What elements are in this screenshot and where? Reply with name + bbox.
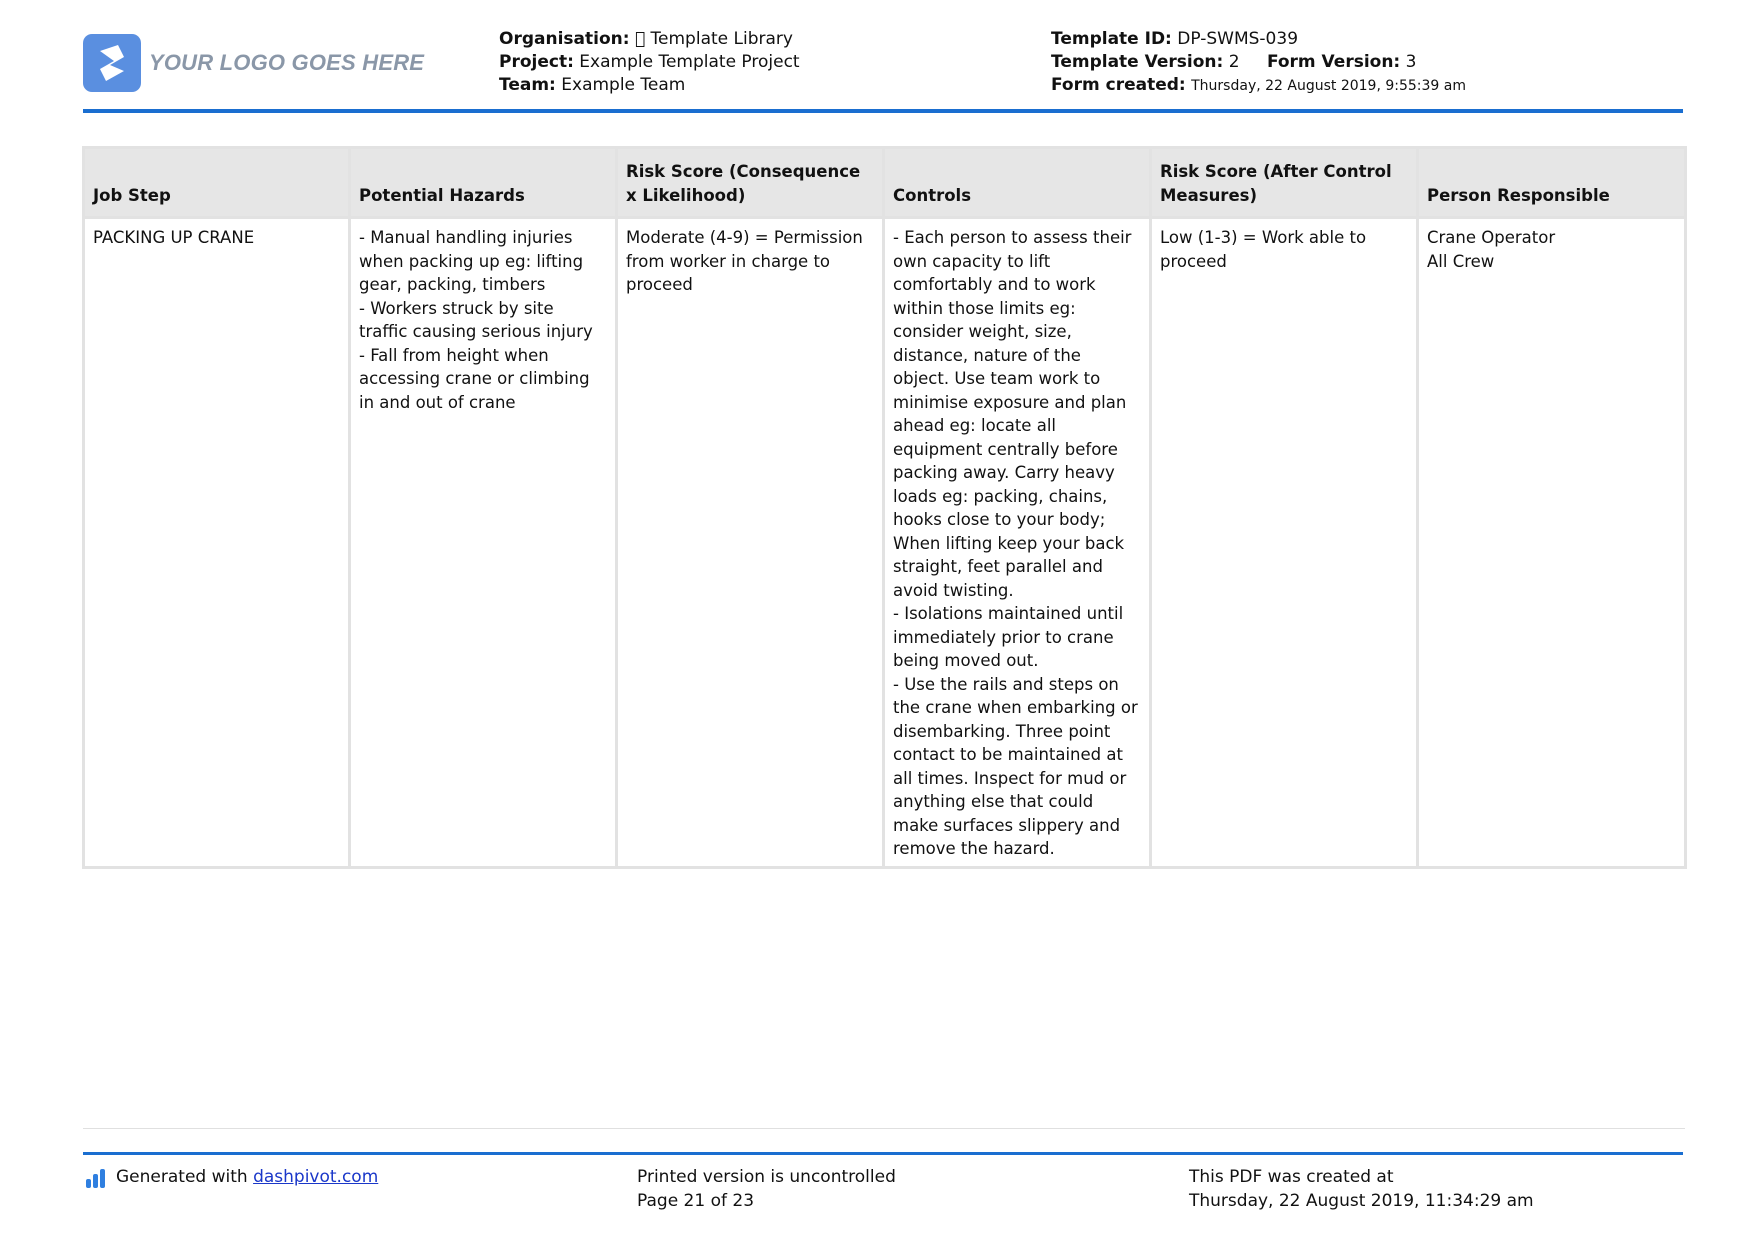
- dashpivot-link[interactable]: dashpivot.com: [253, 1167, 379, 1187]
- pdf-created-label: This PDF was created at: [1189, 1167, 1394, 1187]
- footer-divider: [83, 1152, 1683, 1155]
- column-header-potential-hazards: Potential Hazards: [350, 148, 617, 218]
- logo-icon: [83, 34, 141, 92]
- footer-thin-divider: [83, 1128, 1685, 1129]
- page-number: Page 21 of 23: [637, 1190, 755, 1211]
- footer-created: [1189, 1166, 1534, 1213]
- column-header-controls: Controls: [884, 148, 1151, 218]
- team-value: Example Team: [561, 75, 686, 95]
- logo: [83, 34, 424, 92]
- organisation-line: [499, 28, 800, 51]
- cell-risk-score: Moderate (4-9) = Permission from worker in charge to proceed: [617, 218, 884, 868]
- column-header-risk-score-after: Risk Score (After Control Measures): [1151, 148, 1418, 218]
- swms-table: [82, 146, 1687, 869]
- generated-prefix: Generated with: [116, 1167, 254, 1187]
- column-header-risk-score: Risk Score (Consequence x Likelihood): [617, 148, 884, 218]
- cell-job-step: PACKING UP CRANE: [84, 218, 350, 868]
- template-version-value: 2: [1228, 52, 1240, 72]
- table-header-row: [84, 148, 1686, 218]
- footer-page-info: [637, 1166, 896, 1213]
- form-created-line: [1051, 74, 1466, 98]
- project-label: Project:: [499, 52, 574, 72]
- column-header-person-responsible: Person Responsible: [1418, 148, 1686, 218]
- cell-risk-score-after: Low (1-3) = Work able to proceed: [1151, 218, 1418, 868]
- team-line: [499, 74, 800, 97]
- form-version-value: 3: [1405, 52, 1417, 72]
- template-id-value: DP-SWMS-039: [1177, 29, 1299, 49]
- table-row: [84, 218, 1686, 868]
- header-divider: [83, 109, 1683, 113]
- organisation-value: Template Library: [634, 29, 778, 49]
- form-created-value: Thursday, 22 August 2019, 9:55:39 am: [1191, 78, 1466, 94]
- template-id-label: Template ID:: [1051, 29, 1172, 49]
- header-project-info: [499, 28, 800, 97]
- cell-potential-hazards: - Manual handling injuries when packing up eg: lifting gear, packing, timbers - Workers struck by site traffic causing serious injury - Fall from height when accessing crane or climbing in and out of crane: [350, 218, 617, 868]
- dashpivot-bars-icon: [86, 1168, 107, 1188]
- column-header-job-step: Job Step: [84, 148, 350, 218]
- uncontrolled-notice: Printed version is uncontrolled: [637, 1167, 896, 1187]
- cell-person-responsible: Crane Operator All Crew: [1418, 218, 1686, 868]
- organisation-label: Organisation:: [499, 29, 630, 49]
- form-created-label: Form created:: [1051, 75, 1186, 95]
- team-label: Team:: [499, 75, 556, 95]
- form-version-label: Form Version:: [1266, 52, 1401, 72]
- logo-text: YOUR LOGO GOES HERE: [149, 50, 425, 75]
- template-version-label: Template Version:: [1051, 52, 1224, 72]
- version-line: [1051, 51, 1466, 74]
- header-template-info: [1051, 28, 1466, 98]
- template-id-line: [1051, 28, 1466, 51]
- cell-controls: - Each person to assess their own capacity to lift comfortably and to work within those limits eg: consider weight, size, distance, nature of the object. Use team work to minimise exposure and plan ahead eg: locate all equipment centrally before packing away. Carry heavy loads eg: packing, chains, hooks close to your body; When lifting keep your back straight, feet parallel and avoid twisting. - Isolations maintained until immediately prior to crane being moved out. - Use the rails and steps on the crane when embarking or disembarking. Three point contact to be maintained at all times. Inspect for mud or anything else that could make surfaces slippery and remove the hazard.: [884, 218, 1151, 868]
- project-line: [499, 51, 800, 74]
- pdf-created-timestamp: Thursday, 22 August 2019, 11:34:29 am: [1189, 1190, 1534, 1211]
- project-value: Example Template Project: [579, 52, 800, 72]
- document-header: [83, 28, 1683, 112]
- footer-generated: [86, 1166, 378, 1190]
